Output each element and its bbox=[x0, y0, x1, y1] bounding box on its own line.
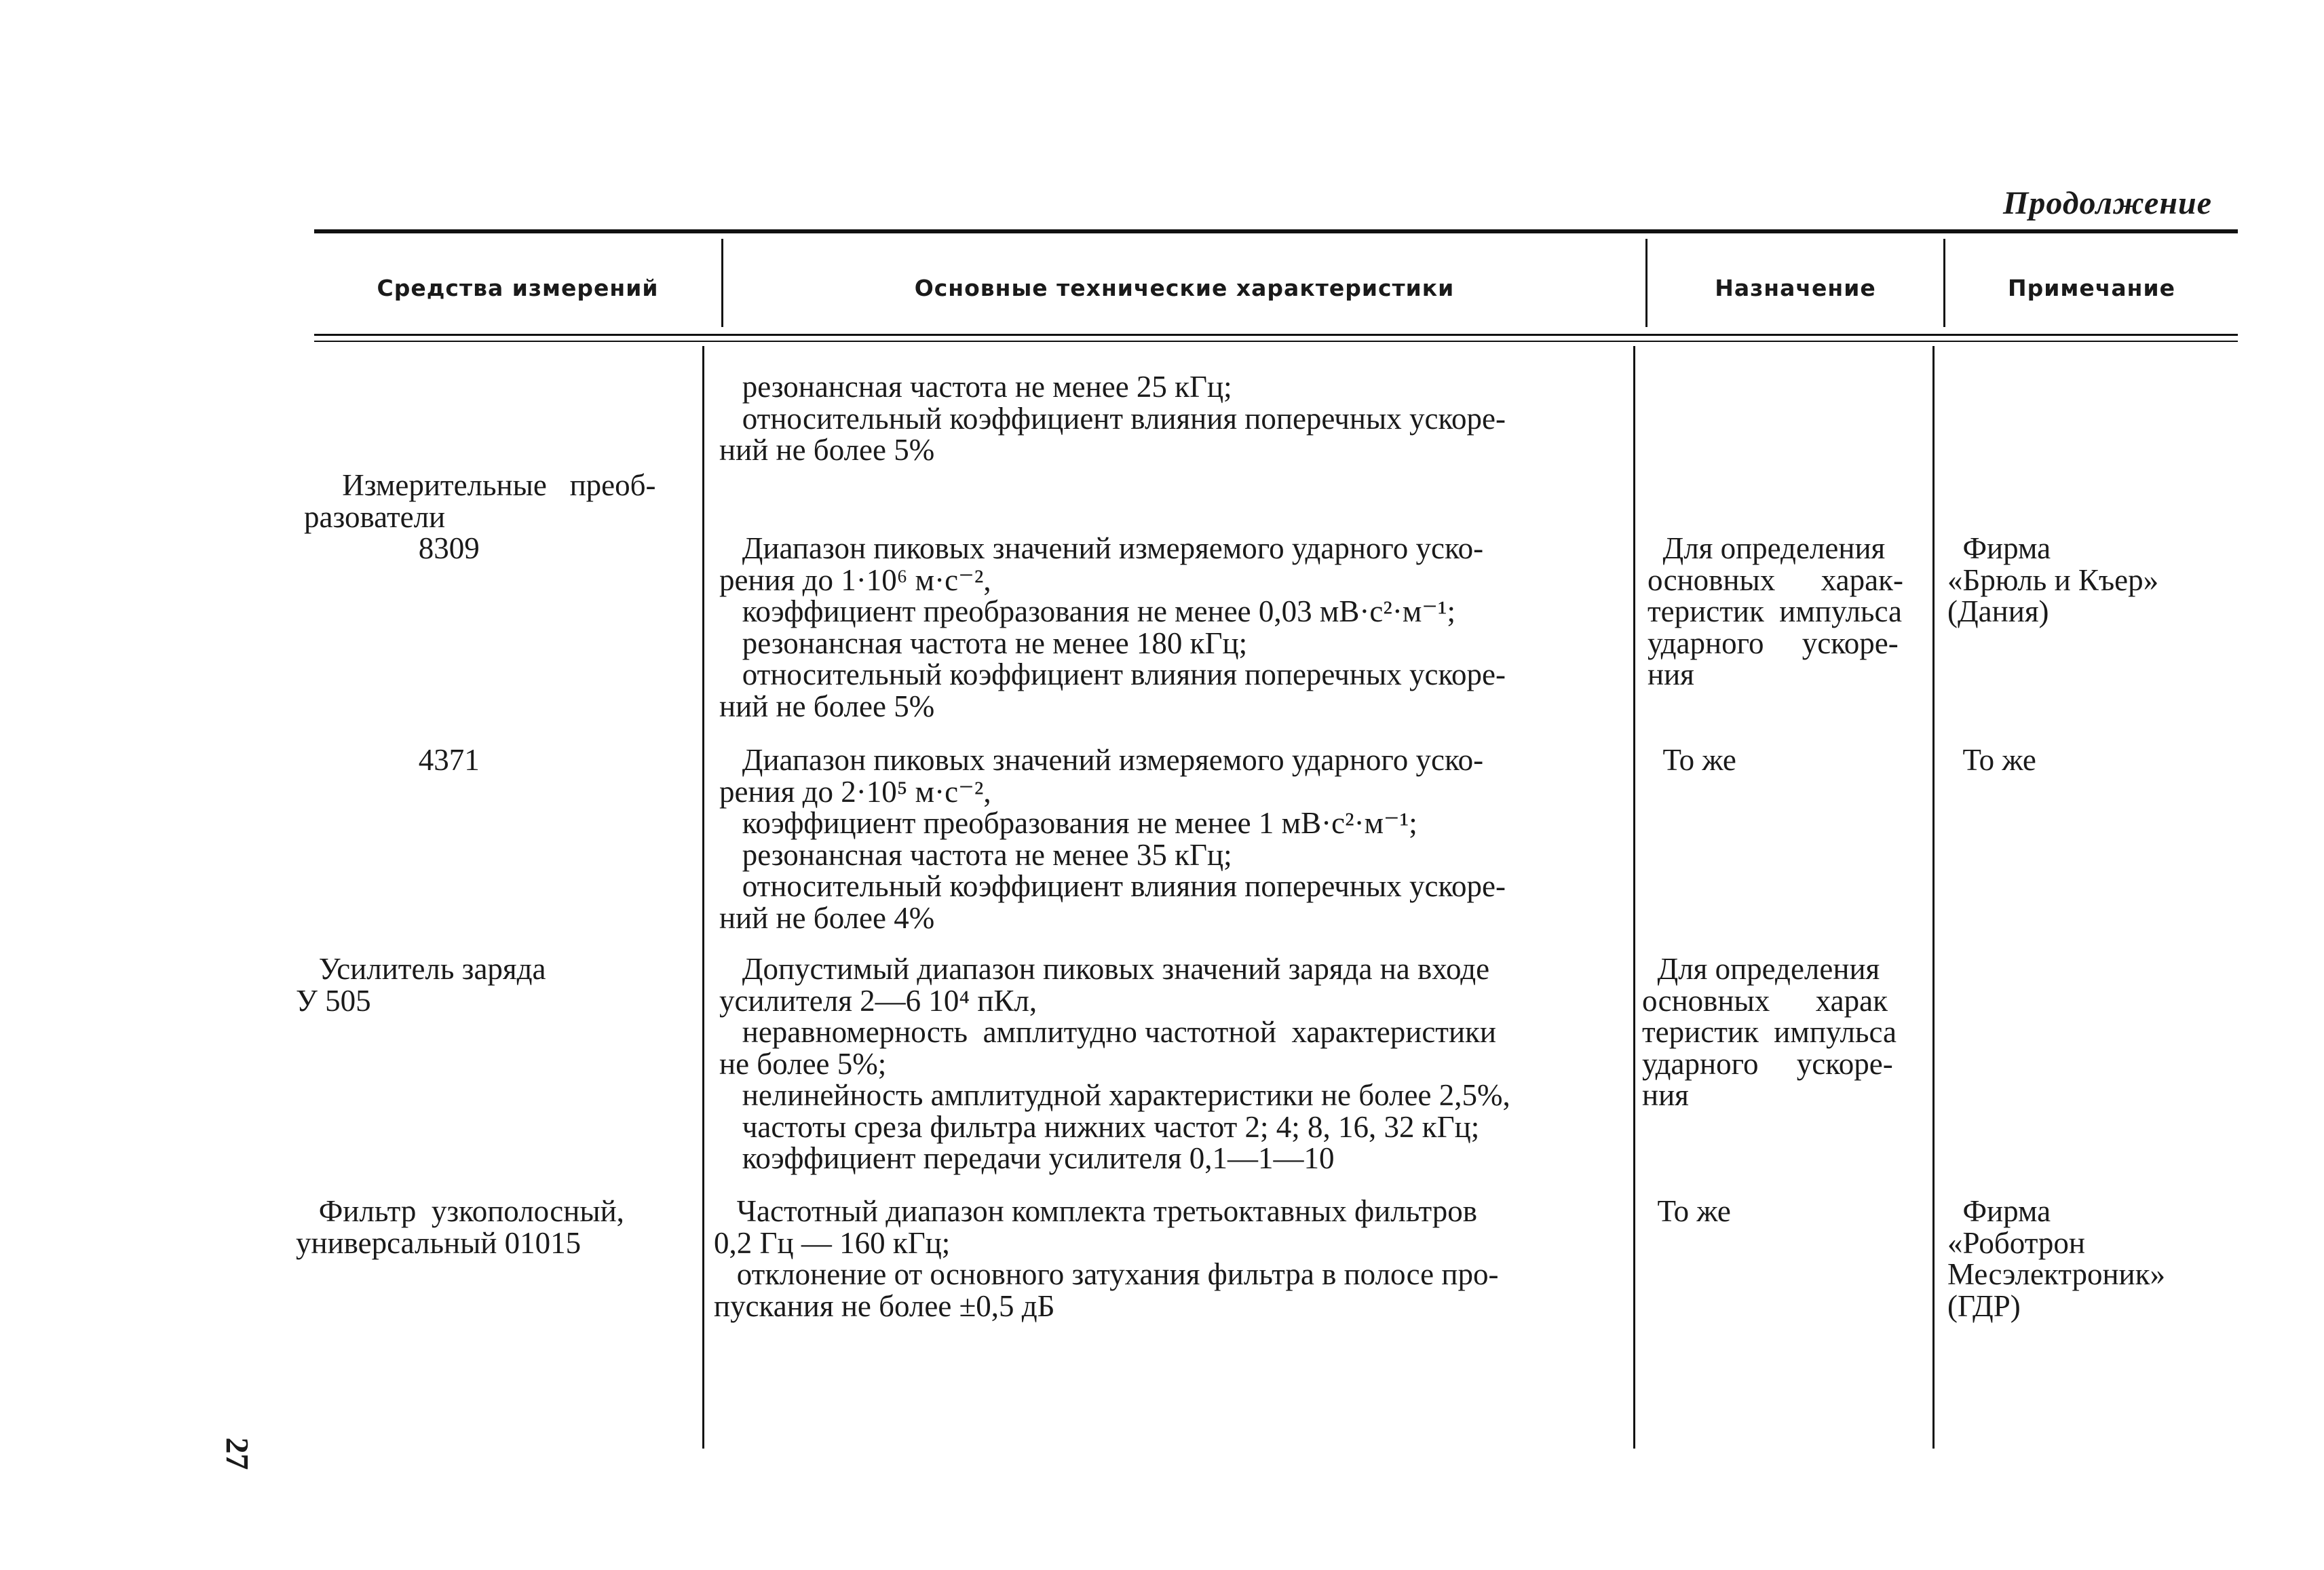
row-3-instrument: Усилитель заряда У 505 bbox=[296, 952, 546, 1018]
row-4-instrument: Фильтр узкополосный, универсальный 01015 bbox=[296, 1194, 624, 1260]
row-1-note: Фирма «Брюль и Къер» (Дания) bbox=[1947, 531, 2159, 628]
body-divider-1 bbox=[702, 346, 704, 1449]
row-2-instrument: 4371 bbox=[304, 743, 480, 777]
header-instruments: Средства измерений bbox=[377, 275, 659, 301]
header-specs: Основные технические характеристики bbox=[914, 275, 1455, 301]
header-bottom-rule bbox=[314, 334, 2238, 336]
row-2-purpose: То же bbox=[1647, 743, 1736, 777]
page-number: 27 bbox=[218, 1437, 255, 1470]
row-2-specs: Диапазон пиковых значений измеряемого ударного уско- рения до 2·10⁵ м·с⁻², коэффициент преобразования не менее 1 мВ·с²·м⁻¹; резонансная частота не менее 35 кГц; относительный коэффициент влияния поперечных ускоре- ний не более 4% bbox=[719, 743, 1506, 935]
table-top-rule bbox=[314, 229, 2238, 233]
row-3-specs: Допустимый диапазон пиковых значений заряда на входе усилителя 2—6 10⁴ пКл, неравномерность амплитудно частотной характеристики не более 5%; нелинейность амплитудной характеристики не более 2,5%, частоты среза фильтра нижних частот 2; 4; 8, 16, 32 кГц; коэффициент передачи усилителя 0,1—1—10 bbox=[719, 952, 1510, 1175]
row-1-specs: Диапазон пиковых значений измеряемого ударного уско- рения до 1·10⁶ м·с⁻², коэффициент преобразования не менее 0,03 мВ·с²·м⁻¹; резонансная частота не менее 180 кГц; относительный коэффициент влияния поперечных ускоре- ний не более 5% bbox=[719, 531, 1506, 723]
continued-label: Продолжение bbox=[2003, 185, 2212, 221]
body-divider-2 bbox=[1633, 346, 1635, 1449]
row-4-note: Фирма «Роботрон Месэлектроник» (ГДР) bbox=[1947, 1194, 2165, 1323]
body-divider-3 bbox=[1932, 346, 1935, 1449]
row-4-specs: Частотный диапазон комплекта третьоктавных фильтров 0,2 Гц — 160 кГц; отклонение от основного затухания фильтра в полосе про- пускания не более ±0,5 дБ bbox=[714, 1194, 1499, 1323]
header-note: Примечание bbox=[2008, 275, 2175, 301]
row-3-purpose: Для определения основных харак теристик импульса ударного ускоре- ния bbox=[1642, 952, 1897, 1112]
row-4-purpose: То же bbox=[1642, 1194, 1731, 1228]
row-1-instrument: Измерительные преоб- разователи 8309 bbox=[304, 468, 656, 565]
row-1-purpose: Для определения основных харак- теристик импульса ударного ускоре- ния bbox=[1647, 531, 1903, 691]
header-purpose: Назначение bbox=[1715, 275, 1876, 301]
row-2-note: То же bbox=[1947, 743, 2036, 777]
row-0-specs: резонансная частота не менее 25 кГц; относительный коэффициент влияния поперечных ускоре- ний не более 5% bbox=[719, 370, 1506, 467]
header-bottom-rule-2 bbox=[314, 341, 2238, 342]
